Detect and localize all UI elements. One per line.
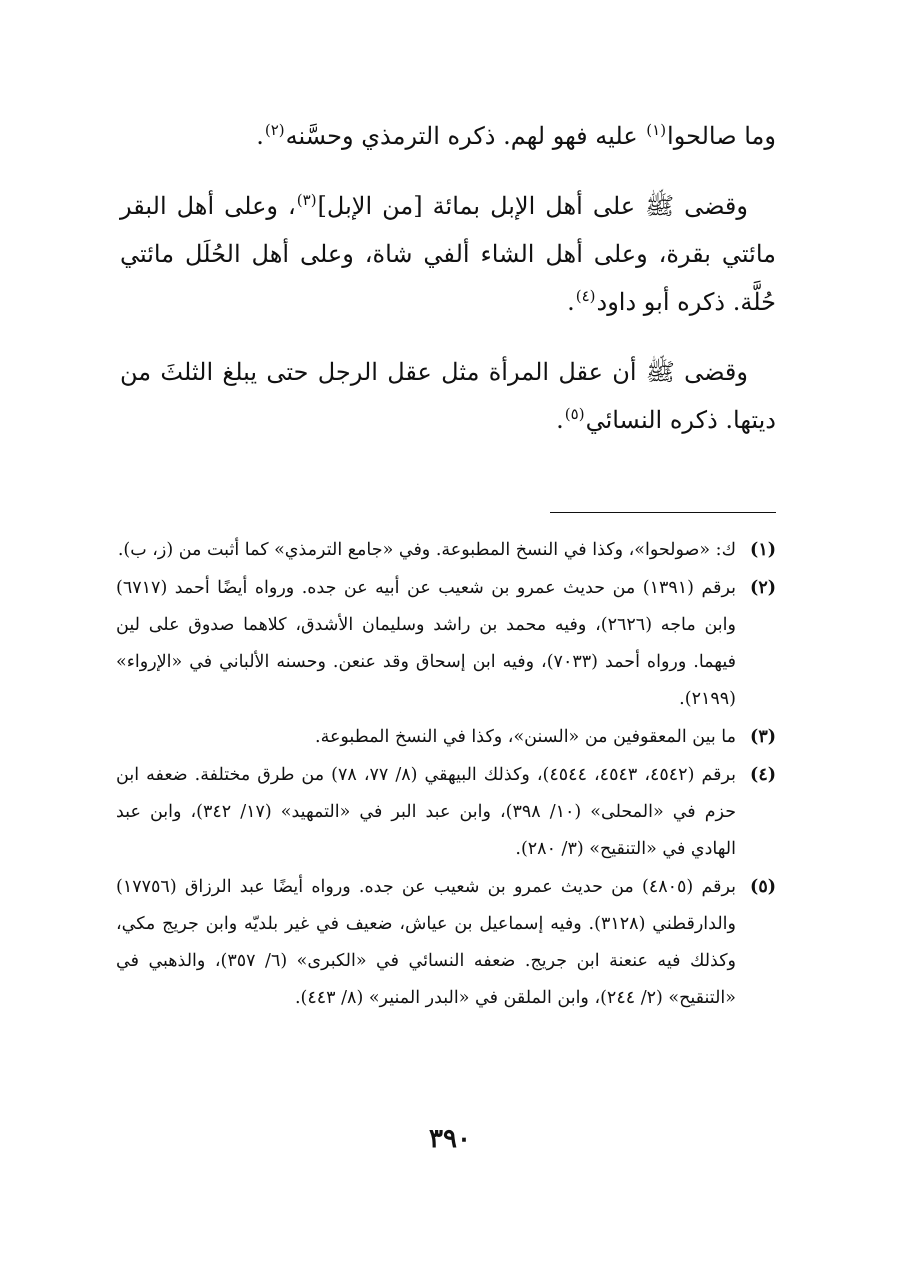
paragraph-2-text-a: وقضى ﷺ على أهل الإبل بمائة [من الإبل] — [317, 192, 748, 220]
footnote-ref-2: (٢) — [264, 121, 285, 139]
footnote-5 — [116, 869, 776, 1017]
paragraph-1-text-a: وما صالحوا — [667, 122, 776, 150]
footnote-text: ما بين المعقوفين من «السنن»، وكذا في النسخ المطبوعة. — [315, 727, 736, 747]
footnote-ref-1: (١) — [646, 121, 667, 139]
paragraph-2-text-b: ، وعلى أهل البقر مائتي بقرة، وعلى أهل الشاء ألفي شاة، وعلى أهل الحُلَل مائتي حُلَّة. ذكره أبو داود — [120, 192, 776, 316]
footnote-number: (٤) — [750, 765, 776, 785]
footnote-separator — [550, 512, 776, 513]
footnote-1 — [116, 532, 776, 569]
footnote-4 — [116, 757, 776, 868]
footnote-text: برقم (٤٨٠٥) من حديث عمرو بن شعيب عن جده. ورواه أيضًا عبد الرزاق (١٧٧٥٦) والدارقطني (٣١٢٨). وفيه إسماعيل بن عياش، ضعيف في غير بلديّه وابن جريج مكي، وكذلك فيه عنعنة ابن جريج. ضعفه النسائي في «الكبرى» (٦/ ٣٥٧)، والذهبي في «التنقيح» (٢/ ٢٤٤)، وابن الملقن في «البدر المنير» (٨/ ٤٤٣). — [116, 877, 737, 1008]
paragraph-1 — [120, 112, 776, 160]
footnote-ref-5: (٥) — [564, 405, 585, 423]
paragraph-3-text-a: وقضى ﷺ أن عقل المرأة مثل عقل الرجل حتى يبلغ الثلثَ من ديتها. ذكره النسائي — [120, 358, 776, 434]
page-number: ٣٩٠ — [429, 1124, 471, 1154]
footnote-text: ك: «صولحوا»، وكذا في النسخ المطبوعة. وفي «جامع الترمذي» كما أثبت من (ز، ب). — [117, 540, 736, 560]
footnote-ref-3: (٣) — [296, 191, 317, 209]
paragraph-1-text-b: عليه فهو لهم. ذكره الترمذي وحسَّنه — [285, 122, 646, 150]
main-text — [120, 112, 776, 466]
footnote-number: (٥) — [750, 877, 776, 897]
paragraph-1-text-c: . — [256, 122, 264, 150]
footnote-text: برقم (٤٥٤٢، ٤٥٤٣، ٤٥٤٤)، وكذلك البيهقي (٨/ ٧٧، ٧٨) من طرق مختلفة. ضعفه ابن حزم في «المحلى» (١٠/ ٣٩٨)، وابن عبد البر في «التمهيد» (١٧/ ٣٤٢)، وابن عبد الهادي في «التنقيح» (٣/ ٢٨٠). — [116, 765, 737, 859]
footnote-text: برقم (١٣٩١) من حديث عمرو بن شعيب عن أبيه عن جده. ورواه أيضًا أحمد (٦٧١٧) وابن ماجه (٢٦٢٦)، وفيه محمد بن راشد وسليمان الأشدق، كلاهما صدوق على لين فيهما. ورواه أحمد (٧٠٣٣)، وفيه ابن إسحاق وقد عنعن. وحسنه الألباني في «الإرواء» (٢١٩٩). — [116, 578, 737, 709]
footnote-number: (٢) — [750, 578, 776, 598]
paragraph-2-text-c: . — [567, 288, 575, 316]
footnote-number: (١) — [750, 540, 776, 560]
paragraph-3 — [120, 348, 776, 444]
footnote-2 — [116, 570, 776, 718]
footnote-ref-4: (٤) — [575, 287, 596, 305]
footnote-3 — [116, 719, 776, 756]
paragraph-2 — [120, 182, 776, 326]
footnote-number: (٣) — [750, 727, 776, 747]
paragraph-3-text-b: . — [556, 406, 564, 434]
footnotes — [116, 532, 776, 1018]
